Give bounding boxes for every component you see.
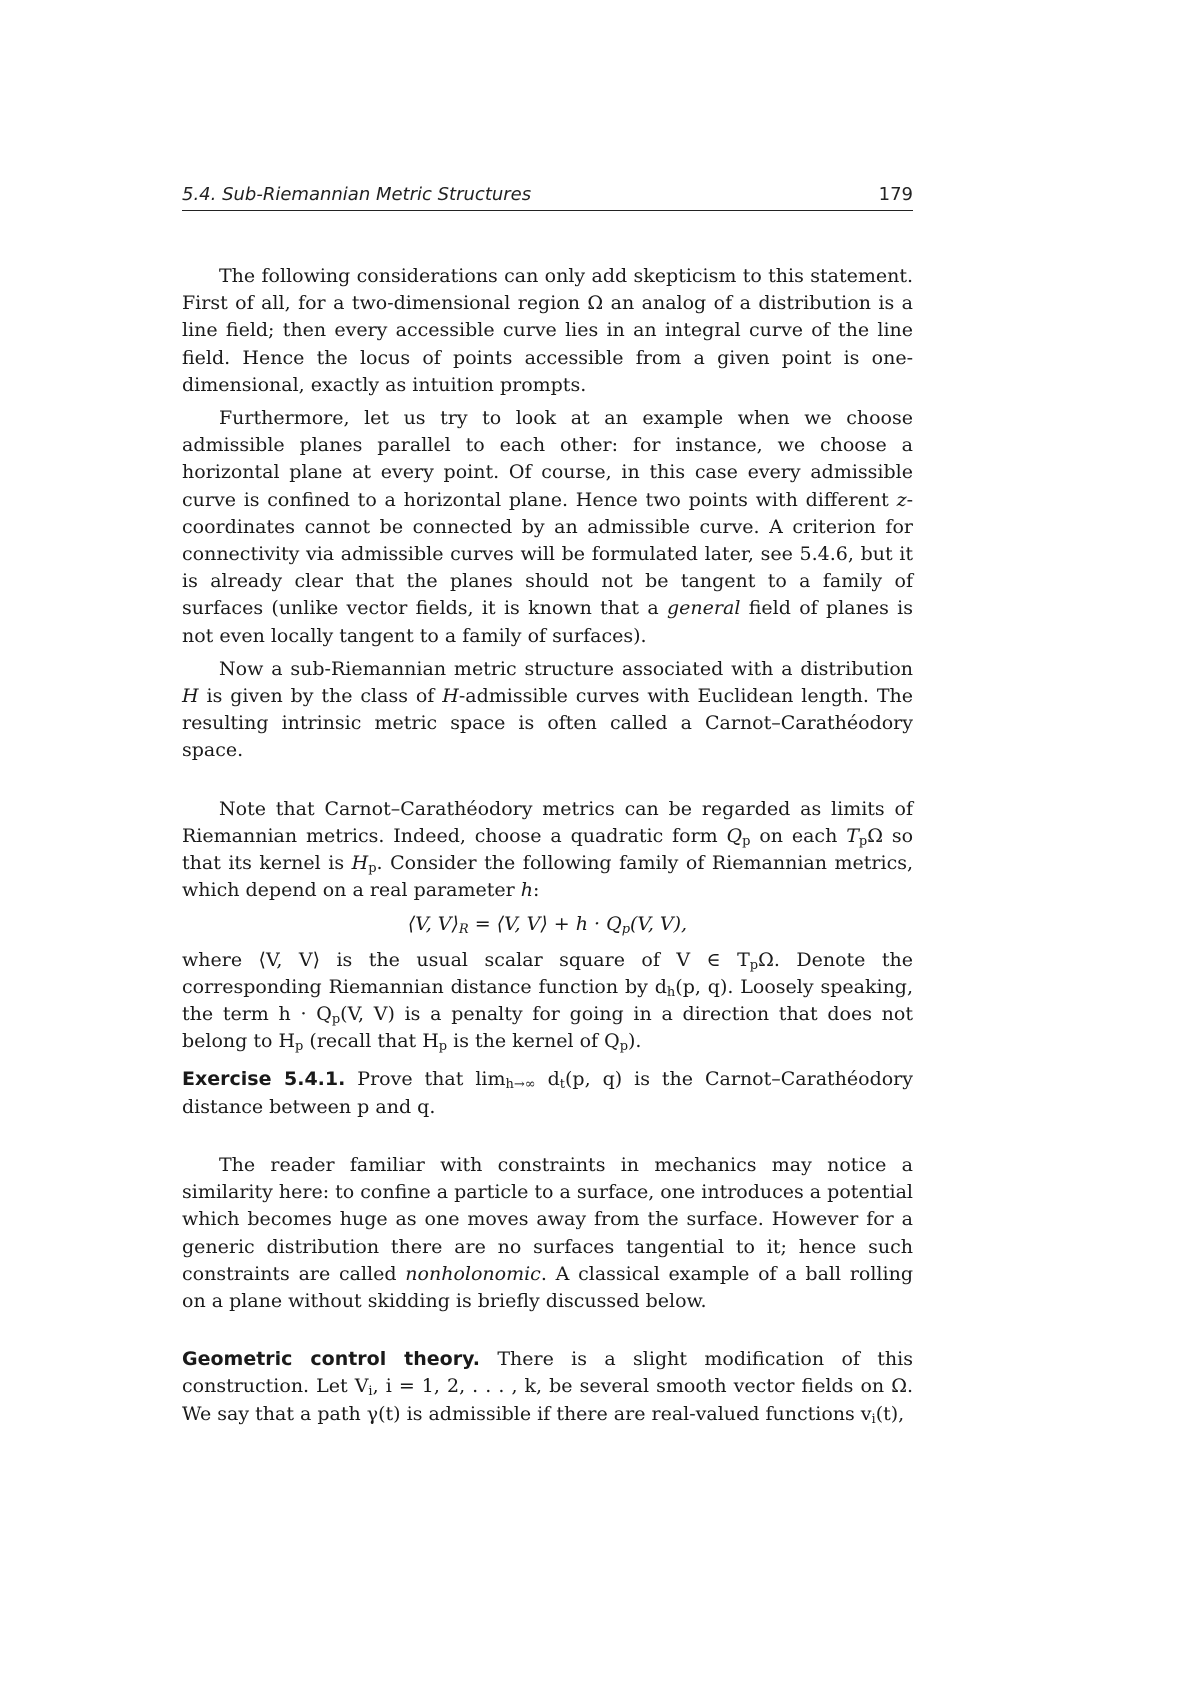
exercise-5-4-1: Exercise 5.4.1. Prove that $\lim_{h\to\infty} d_t(p$, q) is the Carnot–Carathéodory distance between p and q. (182, 1068, 914, 1118)
paragraph-skepticism: The following considerations can only add skepticism to this statement. First of all, for a two-dimensional region Ω an analog of a distribution is a line field; then every accessible curve lies in an integral curve of the line field. Hence the locus of points accessible from a given point is one-dimensional, exactly as intuition prompts. (182, 265, 913, 396)
page-body (182, 263, 913, 1428)
emphasis-general: general (667, 597, 741, 620)
section-title: 5.4. Sub-Riemannian Metric Structures (182, 184, 532, 205)
paragraph-sub-riemannian-definition: Now a sub-Riemannian metric structure associated with a distribution H is given by the class of H-admissible curves with Euclidean length. The resulting intrinsic metric space is often called a Carnot–Carathéodory space. (182, 657, 913, 762)
page-number: 179 (878, 184, 913, 205)
paragraph-distance-function: where ⟨V, V⟩ is the usual scalar square of V ∈ $T_p\Omega$. Denote the corresponding Riemannian distance function by $d_h(p$, q). Loosely speaking, the term $h \cdot Q_p(V$, V) is a penalty for going in a direction that does not belong to $H_p$ (recall that $H_p$ is the kernel of $Q_p$). (182, 948, 914, 1055)
paragraph-riemannian-limits: Note that Carnot–Carathéodory metrics can be regarded as limits of Riemannian metrics. Indeed, choose a quadratic form $Q_p$ on each $T_p\Omega$ so that its kernel is $H_p$. Consider the following family of Riemannian metrics, which depend on a real parameter h: (182, 797, 914, 902)
section-heading-geometric-control: Geometric control theory. (182, 1348, 480, 1371)
running-header (182, 184, 913, 211)
emphasis-nonholonomic: nonholonomic (405, 1262, 541, 1285)
paragraph-geometric-control: Geometric control theory. There is a slight modification of this construction. Let $V_i$, i = 1, 2, . . . , k, be several smooth vector fields on Ω. We say that a path γ(t) is admissible if there are real-valued functions $v_i(t)$, (182, 1348, 913, 1427)
exercise-label: Exercise 5.4.1. (182, 1068, 346, 1091)
paragraph-nonholonomic: The reader familiar with constraints in mechanics may notice a similarity here: to confine a particle to a surface, one introduces a potential which becomes huge as one moves away from the surface. However for a generic distribution there are no surfaces tangential to it; hence such constraints are called nonholonomic. A classical example of a ball rolling on a plane without skidding is briefly discussed below. (182, 1153, 913, 1312)
paragraph-parallel-planes: Furthermore, let us try to look at an example when we choose admissible planes parallel to each other: for instance, we choose a horizontal plane at every point. Of course, in this case every admissible curve is confined to a horizontal plane. Hence two points with different z-coordinates cannot be connected by an admissible curve. A criterion for connectivity via admissible curves will be formulated later, see 5.4.6, but it is already clear that the planes should not be tangent to a family of surfaces (unlike vector fields, it is known that a general field of planes is not even locally tangent to a family of surfaces). (182, 407, 913, 647)
display-equation: ⟨V, $V⟩_R$ = ⟨V, V⟩ + $h \cdot Q_p(V$, V), (407, 913, 688, 938)
